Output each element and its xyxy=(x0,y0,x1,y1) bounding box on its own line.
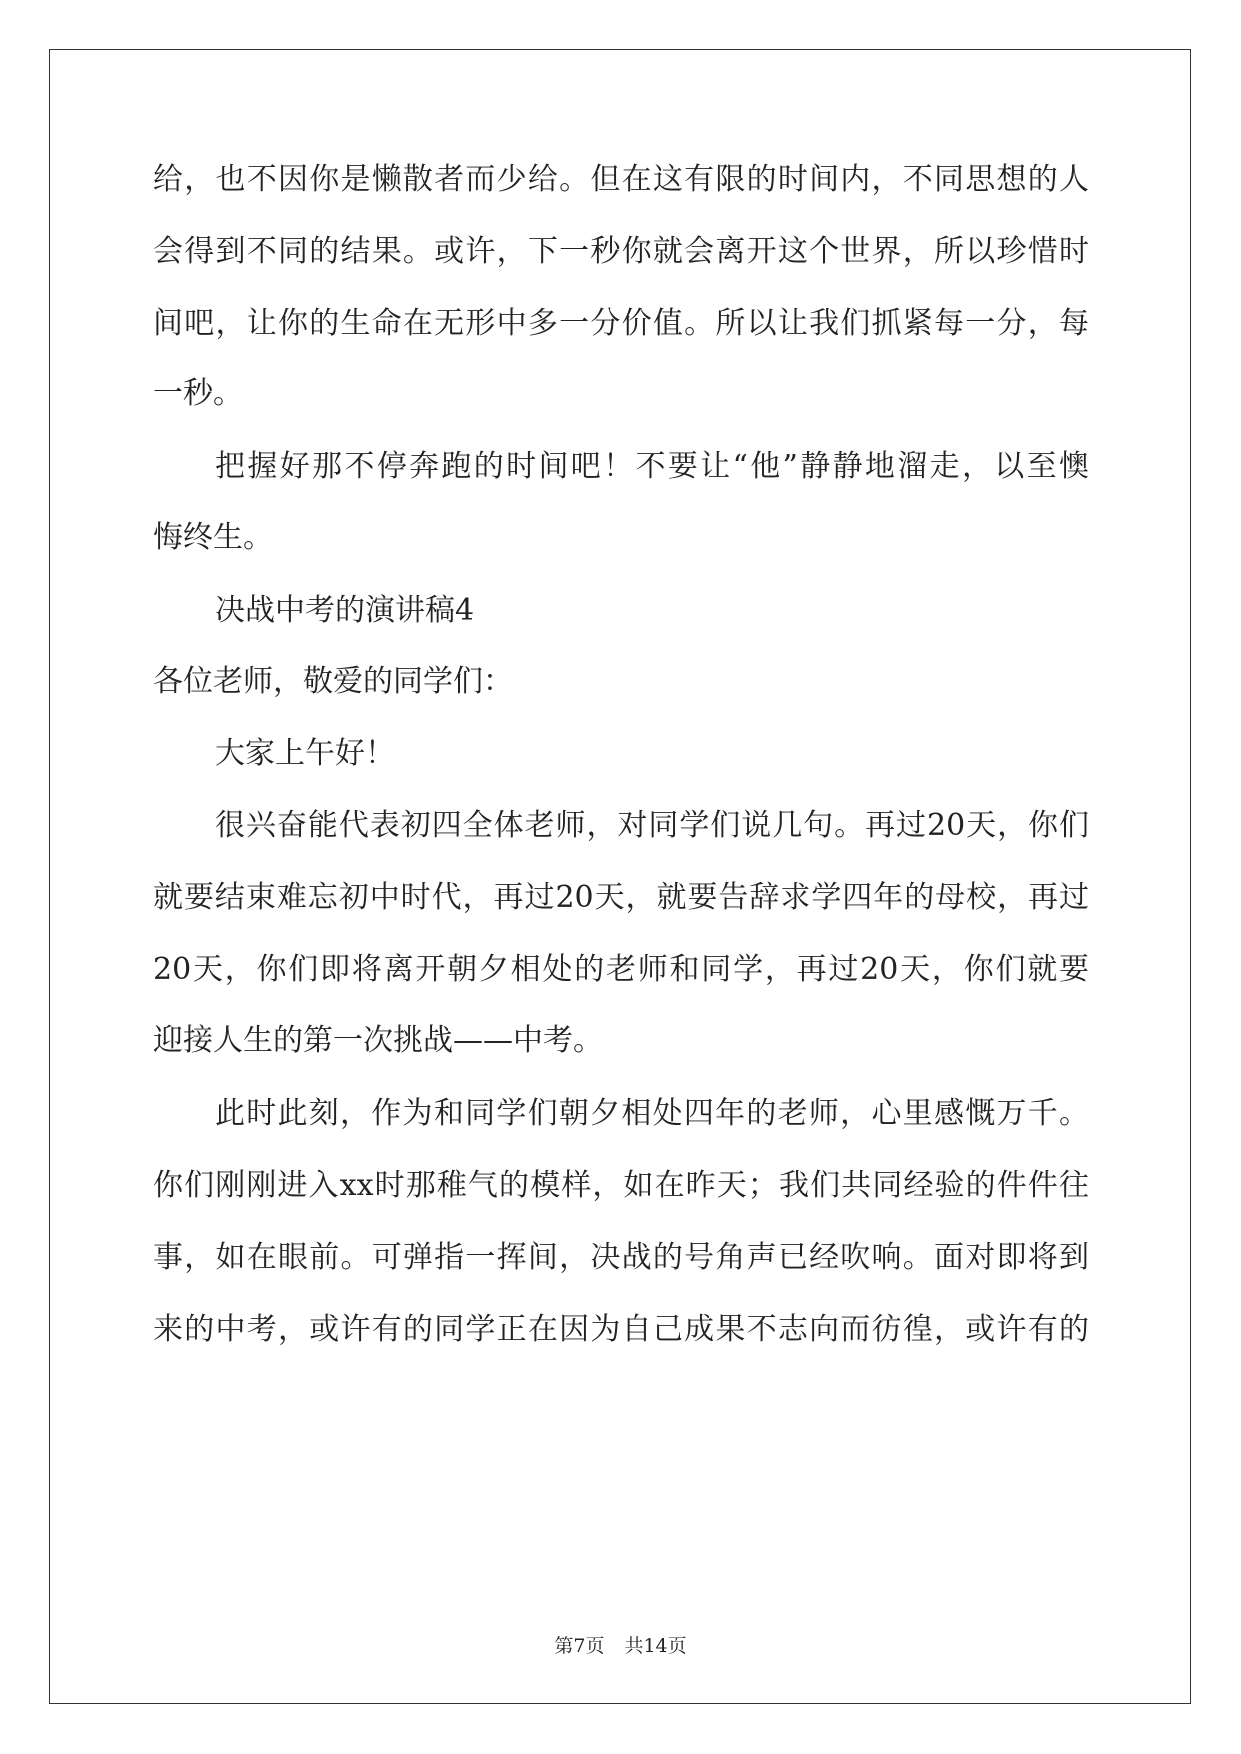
body-line: 会得到不同的结果。或许，下一秒你就会离开这个世界，所以珍惜时 xyxy=(153,234,1089,269)
body-line: 悔终生。 xyxy=(153,520,273,555)
body-line: 很兴奋能代表初四全体老师，对同学们说几句。再过20天，你们 xyxy=(215,808,1089,843)
body-line: 20天，你们即将离开朝夕相处的老师和同学，再过20天，你们就要 xyxy=(153,952,1089,987)
body-line: 你们刚刚进入xx时那稚气的模样，如在昨天；我们共同经验的件件往 xyxy=(153,1168,1089,1203)
page-total: 共14页 xyxy=(624,1635,687,1657)
body-line: 此时此刻，作为和同学们朝夕相处四年的老师，心里感慨万千。 xyxy=(215,1096,1089,1131)
greeting: 大家上午好！ xyxy=(215,736,395,771)
body-line: 把握好那不停奔跑的时间吧！不要让“他”静静地溜走，以至懊 xyxy=(215,449,1089,484)
page-footer xyxy=(0,1634,1241,1658)
section-heading: 决战中考的演讲稿4 xyxy=(215,593,475,628)
page-border xyxy=(49,49,1191,1704)
page-number: 第7页 xyxy=(554,1635,605,1657)
body-line: 迎接人生的第一次挑战——中考。 xyxy=(153,1023,603,1058)
body-line: 事，如在眼前。可弹指一挥间，决战的号角声已经吹响。面对即将到 xyxy=(153,1240,1089,1275)
body-line: 给，也不因你是懒散者而少给。但在这有限的时间内，不同思想的人 xyxy=(153,162,1089,197)
body-line: 就要结束难忘初中时代，再过20天，就要告辞求学四年的母校，再过 xyxy=(153,880,1089,915)
body-line: 一秒。 xyxy=(153,376,243,411)
body-line: 间吧，让你的生命在无形中多一分价值。所以让我们抓紧每一分，每 xyxy=(153,306,1089,341)
salutation: 各位老师，敬爱的同学们： xyxy=(153,664,513,699)
body-line: 来的中考，或许有的同学正在因为自己成果不志向而彷徨，或许有的 xyxy=(153,1312,1089,1347)
